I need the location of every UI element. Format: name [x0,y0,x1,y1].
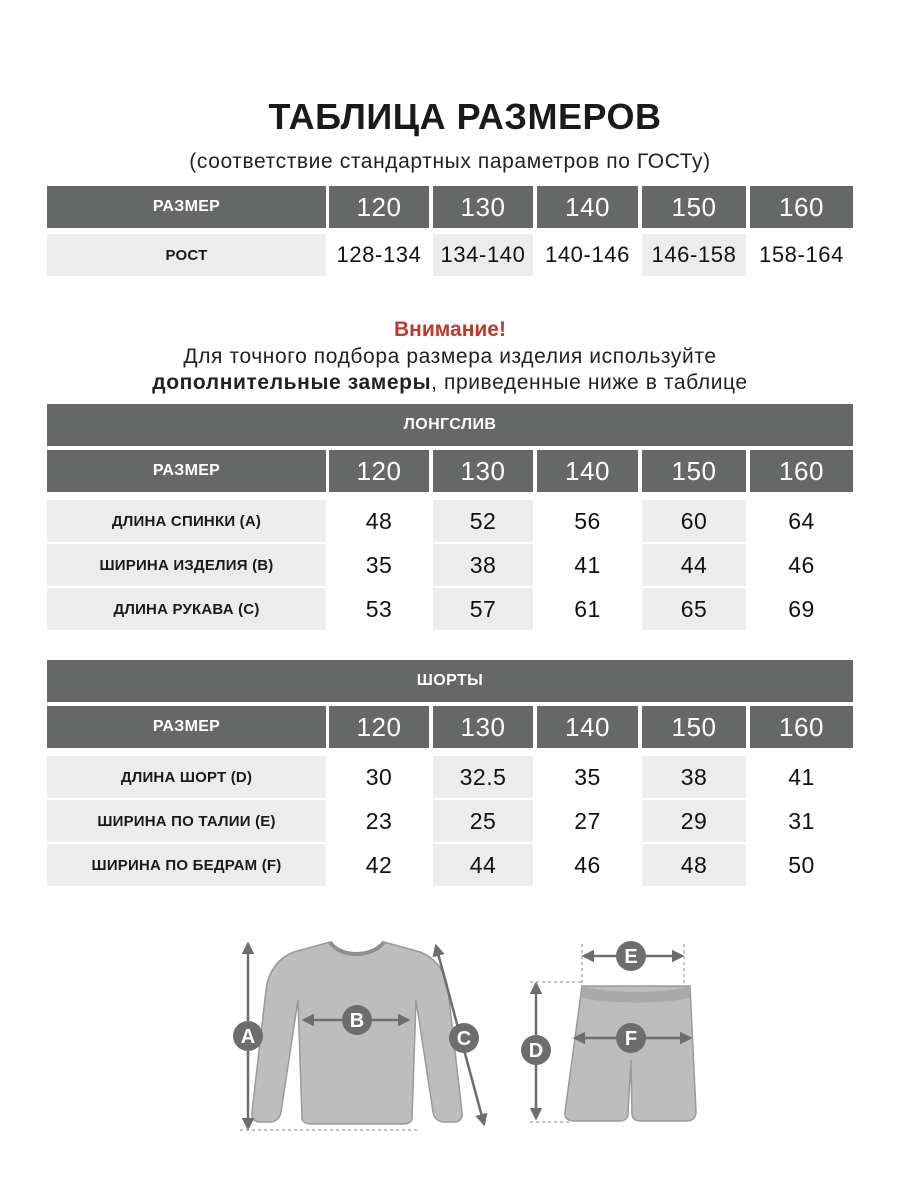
shorts-figure [565,986,696,1121]
value-cell: 35 [574,763,601,790]
shorts-banner: ШОРТЫ [47,660,853,702]
page-subtitle: (соответствие стандартных параметров по ГОСТу) [189,150,711,173]
value-cell: 30 [365,763,393,790]
marker-f-label: F [624,1028,638,1050]
shorts-size-row [47,706,853,748]
value-cell: 46 [574,851,601,878]
table-row [47,800,853,842]
size-label: РАЗМЕР [47,186,326,228]
marker-f [616,1023,646,1053]
value-cell: 32.5 [433,756,533,798]
marker-c [449,1023,479,1053]
notice-emphasis: дополнительные замеры [152,371,432,394]
size-cell: 130 [433,706,533,748]
value-cell: 52 [433,500,533,542]
size-cell: 150 [642,186,746,228]
marker-b-label: B [349,1010,365,1032]
value-cell: 60 [642,500,746,542]
size-label: РАЗМЕР [47,450,326,492]
value-cell: 50 [788,851,815,878]
row-label: ШИРИНА ПО БЕДРАМ (F) [47,844,326,886]
measurement-illustration [0,930,900,1140]
table-row [47,756,853,798]
value-cell: 41 [574,551,601,578]
value-cell: 42 [365,851,393,878]
height-cell: 134-140 [433,234,533,276]
size-cell: 140 [537,450,638,492]
marker-a-label: A [240,1026,256,1048]
size-cell: 120 [329,706,429,748]
marker-d-label: D [528,1040,544,1062]
value-cell: 61 [574,595,601,622]
longsleeve-banner: ЛОНГСЛИВ [47,404,853,446]
value-cell: 48 [365,507,393,534]
value-cell: 69 [788,595,815,622]
value-cell: 56 [574,507,601,534]
value-cell: 44 [433,844,533,886]
value-cell: 46 [788,551,815,578]
size-cell: 130 [433,450,533,492]
notice-line-2 [0,371,900,395]
size-cell: 160 [750,706,853,748]
value-cell: 65 [642,588,746,630]
height-cell: 128-134 [336,242,422,267]
value-cell: 64 [788,507,815,534]
marker-d [521,1035,551,1065]
row-label: ШИРИНА ИЗДЕЛИЯ (B) [47,544,326,586]
value-cell: 38 [642,756,746,798]
notice-line-2-rest: , приведенные ниже в таблице [431,371,748,394]
height-row [47,234,853,276]
value-cell: 44 [642,544,746,586]
table-row [47,544,853,586]
row-label: ДЛИНА РУКАВА (C) [47,588,326,630]
size-cell: 140 [537,186,638,228]
value-cell: 41 [788,763,815,790]
marker-e [616,941,646,971]
size-cell: 120 [329,186,429,228]
size-cell: 140 [537,706,638,748]
marker-a [233,1021,263,1051]
size-cell: 150 [642,450,746,492]
value-cell: 57 [433,588,533,630]
height-cell: 140-146 [545,242,630,267]
value-cell: 27 [574,807,601,834]
table-row [47,500,853,542]
row-label: ДЛИНА СПИНКИ (A) [47,500,326,542]
page-title: ТАБЛИЦА РАЗМЕРОВ [268,96,662,137]
size-cell: 120 [329,450,429,492]
table-row [47,844,853,886]
size-cell: 150 [642,706,746,748]
value-cell: 53 [365,595,393,622]
value-cell: 38 [433,544,533,586]
size-cell: 160 [750,186,853,228]
value-cell: 48 [642,844,746,886]
longsleeve-size-row [47,450,853,492]
warning-text: Внимание! [394,318,506,341]
notice-line-1: Для точного подбора размера изделия используйте [183,345,717,368]
height-cell: 158-164 [759,242,844,267]
value-cell: 35 [365,551,393,578]
height-label: РОСТ [47,234,326,276]
value-cell: 31 [788,807,815,834]
size-header-row [47,186,853,228]
value-cell: 29 [642,800,746,842]
size-cell: 160 [750,450,853,492]
size-cell: 130 [433,186,533,228]
row-label: ДЛИНА ШОРТ (D) [47,756,326,798]
value-cell: 25 [433,800,533,842]
marker-c-label: C [456,1028,472,1050]
table-row [47,588,853,630]
value-cell: 23 [365,807,393,834]
row-label: ШИРИНА ПО ТАЛИИ (E) [47,800,326,842]
marker-e-label: E [624,946,638,968]
marker-b [342,1005,372,1035]
height-cell: 146-158 [642,234,746,276]
size-label: РАЗМЕР [47,706,326,748]
